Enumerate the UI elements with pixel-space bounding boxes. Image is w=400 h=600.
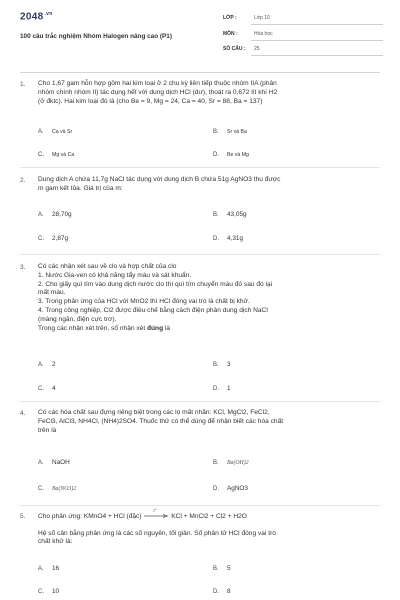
question-number: 1. bbox=[20, 81, 26, 88]
site-logo[interactable]: $2048^{.vn}$ bbox=[20, 11, 53, 23]
option-a[interactable]: A. 28,70g bbox=[38, 211, 72, 218]
question-number: 5. bbox=[20, 513, 26, 520]
page-title: 100 câu trắc nghiệm Nhóm Halogen nâng cao (P1) bbox=[20, 33, 172, 40]
question-text: Có các hóa chất sau đựng riêng biệt trong các lọ mất nhãn: KCl, MgCl2, FeCl2, FeCl3, AlCl3, NH4Cl, (NH4)2SO4. Thuốc thử có thể dùng để nhận biết các hóa chất trên là bbox=[38, 409, 284, 434]
option-b[interactable]: B. Sr và Ba bbox=[213, 129, 247, 135]
question-text: Cho phản ứng: KMnO4 + HCl (đặc) t° KCl + MnCl2 + Cl2 + H2O Hệ số cân bằng phản ứng là các số nguyên, tối giản. Số phân tử HCl đóng vai trò chất khử là: bbox=[38, 508, 276, 546]
question-number: 2. bbox=[20, 177, 26, 184]
question-divider bbox=[20, 505, 380, 506]
option-d[interactable]: D. 8 bbox=[213, 588, 231, 595]
option-d[interactable]: D. AgNO3 bbox=[213, 485, 248, 492]
question-text: Cho 1,67 gam hỗn hợp gồm hai kim loại ở 2 chu kỳ liên tiếp thuộc nhóm IIA (phân nhóm chính nhóm II) tác dụng hết với dung dịch HCl (dư), thoát ra 0,672 lít khí H2 (ở đktc). Hai kim loại đó là (cho Be = 9, Mg = 24, Ca = 40, Sr = 88, Ba = 137) bbox=[38, 80, 278, 105]
option-d[interactable]: D. 4,31g bbox=[213, 235, 243, 242]
option-b[interactable]: B. 43,05g bbox=[213, 211, 247, 218]
option-c[interactable]: C. 2,87g bbox=[38, 235, 68, 242]
reaction-arrow: t° bbox=[143, 512, 169, 520]
option-d[interactable]: D. 1 bbox=[213, 385, 231, 392]
option-a[interactable]: A. 2 bbox=[38, 361, 56, 368]
option-c[interactable]: C. 10 bbox=[38, 588, 60, 595]
page-header: $2048^{.vn}$ 100 câu trắc nghiệm Nhóm Halogen nâng cao (P1) LỚP : Lớp 10 MÔN : Hóa học SỐ CÂU : 25 bbox=[0, 0, 400, 66]
question-text: Dung dịch A chứa 11,7g NaCl tác dụng với dung dịch B chứa 51g AgNO3 thu được m gam kết tủa. Giá trị của m: bbox=[38, 176, 281, 192]
question-divider bbox=[20, 401, 380, 402]
option-c[interactable]: C. 4 bbox=[38, 385, 56, 392]
option-b[interactable]: B. Ba(OH)2 bbox=[213, 460, 249, 466]
question-divider bbox=[20, 167, 380, 168]
option-d[interactable]: D. Be và Mg bbox=[213, 152, 249, 158]
question-number: 3. bbox=[20, 264, 26, 271]
option-a[interactable]: A. 16 bbox=[38, 565, 60, 572]
option-c[interactable]: C. Ba(NO3)2 bbox=[38, 486, 77, 492]
option-a[interactable]: A. Ca và Sr bbox=[38, 129, 73, 135]
question-divider bbox=[20, 254, 380, 255]
option-c[interactable]: C. Mg và Ca bbox=[38, 152, 75, 158]
header-divider bbox=[20, 72, 380, 73]
question-text: Có các nhận xét sau về clo và hợp chất của clo 1. Nước Gia-ven có khả năng tẩy màu và sát khuẩn. 2. Cho giấy quì tím vào dung dịch nước clo thì quì tím chuyển màu đỏ sau đó lại mất màu. 3. Trong phản ứng của HCl với MnO2 thì HCl đóng vai trò là chất bị khử. 4. Trong công nghiệp, Cl2 được điều chế bằng cách điện phân dung dịch NaCl (màng ngăn, điện cực trơ). Trong các nhận xét trên, số nhận xét đúng là bbox=[38, 263, 273, 332]
option-a[interactable]: A. NaOH bbox=[38, 459, 70, 466]
option-b[interactable]: B. 3 bbox=[213, 361, 231, 368]
option-b[interactable]: B. 5 bbox=[213, 565, 231, 572]
question-number: 4. bbox=[20, 410, 26, 417]
